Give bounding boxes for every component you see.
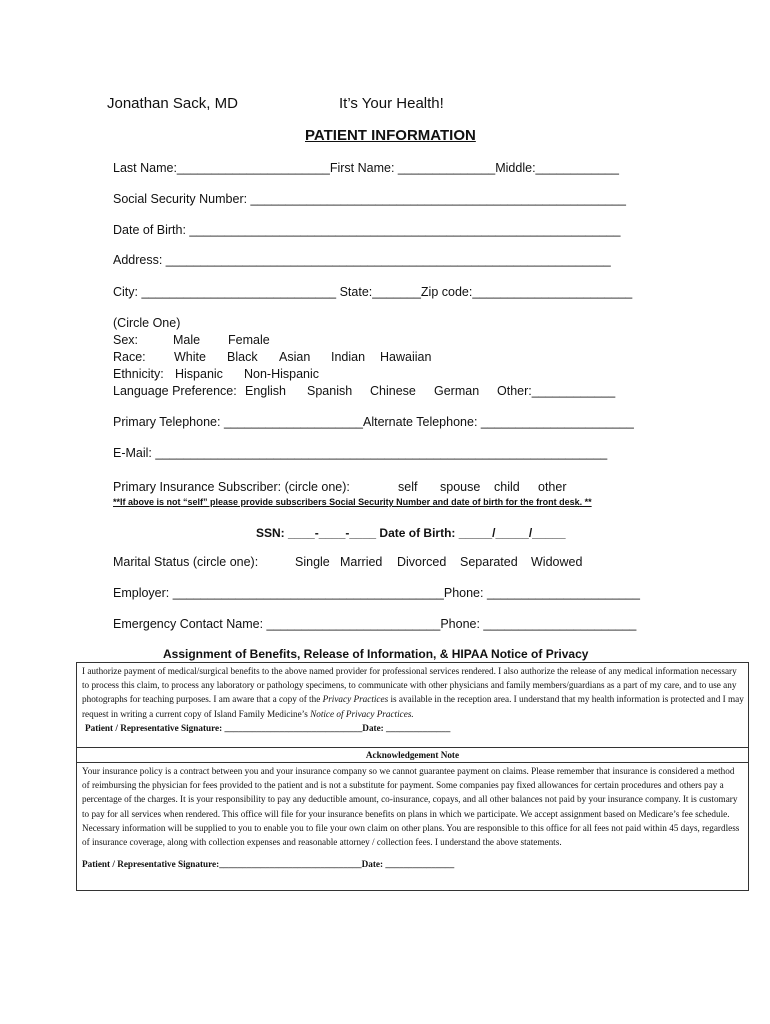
- race-option-hawaiian[interactable]: Hawaiian: [380, 350, 432, 364]
- doctor-name: Jonathan Sack, MD: [107, 95, 238, 112]
- marital-option-married[interactable]: Married: [340, 555, 383, 569]
- phone-field-line[interactable]: Primary Telephone: ____________________Alternate Telephone: ______________________: [113, 415, 634, 429]
- city-field-line[interactable]: City: ____________________________ State:_______Zip code:_______________________: [113, 285, 633, 299]
- marital-label: Marital Status (circle one):: [113, 555, 259, 569]
- marital-option-divorced[interactable]: Divorced: [397, 555, 447, 569]
- race-option-white[interactable]: White: [174, 350, 206, 364]
- marital-option-separated[interactable]: Separated: [460, 555, 518, 569]
- sex-option-female[interactable]: Female: [228, 333, 270, 347]
- marital-option-single[interactable]: Single: [295, 555, 330, 569]
- assignment-heading: Assignment of Benefits, Release of Information, & HIPAA Notice of Privacy: [163, 647, 589, 661]
- sex-option-male[interactable]: Male: [173, 333, 201, 347]
- acknowledgement-signature-line[interactable]: Patient / Representative Signature:_______________________________Date: _______________: [82, 859, 455, 870]
- language-option-german[interactable]: German: [434, 384, 480, 398]
- subscriber-option-child[interactable]: child: [494, 480, 520, 494]
- address-field-line[interactable]: Address: ________________________________________________________________: [113, 253, 611, 267]
- subscriber-option-spouse[interactable]: spouse: [440, 480, 481, 494]
- notice-of-privacy-ref: Notice of Privacy Practices.: [310, 708, 414, 719]
- assignment-box: [76, 662, 749, 748]
- race-label: Race:: [113, 350, 146, 364]
- assignment-text-part-1: I authorize payment of medical/surgical benefits to the above named provider for professional services rendered. I also authorize the release of any medical information necessary to process this claim, to process any laboratory or pathology specimens, to communicate with other physicians and family members/guardians as a part of my care, and to use any photographs for teaching purposes. I am aware that a copy of the: [82, 666, 737, 705]
- language-option-english[interactable]: English: [245, 384, 286, 398]
- ethnicity-option-non-hispanic[interactable]: Non-Hispanic: [244, 367, 320, 381]
- assignment-text: [82, 664, 744, 721]
- race-option-asian[interactable]: Asian: [279, 350, 311, 364]
- page-title: PATIENT INFORMATION: [305, 127, 476, 144]
- ethnicity-option-hispanic[interactable]: Hispanic: [175, 367, 223, 381]
- language-label: Language Preference:: [113, 384, 237, 398]
- acknowledgement-heading: Acknowledgement Note: [76, 747, 749, 763]
- employer-field-line[interactable]: Employer: _______________________________________Phone: ______________________: [113, 586, 640, 600]
- ethnicity-label: Ethnicity:: [113, 367, 164, 381]
- language-option-chinese[interactable]: Chinese: [370, 384, 416, 398]
- marital-option-widowed[interactable]: Widowed: [531, 555, 583, 569]
- name-field-line[interactable]: Last Name:______________________First Name: ______________Middle:____________: [113, 161, 619, 175]
- emergency-field-line[interactable]: Emergency Contact Name: _________________________Phone: ______________________: [113, 617, 637, 631]
- acknowledgement-box: [76, 762, 749, 891]
- subscriber-note: **If above is not “self” please provide subscribers Social Security Number and date of birth for the front desk. **: [113, 497, 592, 507]
- language-option-spanish[interactable]: Spanish: [307, 384, 353, 398]
- dob-field-line[interactable]: Date of Birth: ______________________________________________________________: [113, 223, 621, 237]
- ssn-dob-field-line[interactable]: SSN: ____-____-____ Date of Birth: _____/_____/_____: [256, 526, 566, 540]
- privacy-practices-ref: Privacy Practices: [322, 694, 389, 705]
- race-option-black[interactable]: Black: [227, 350, 258, 364]
- assignment-text-part-2: is available in the reception area. I understand that my health information is protected and I may request in writing a current copy of Island Family Medicine’s: [82, 694, 744, 719]
- subscriber-option-other[interactable]: other: [538, 480, 567, 494]
- acknowledgement-text: Your insurance policy is a contract between you and your insurance company so we cannot guarantee payment on claims. Please remember that insurance is considered a method of reimbursing the physician for fees provided to the patient and is not a substitute for payment. Some companies pay fixed allowances for certain procedures and others pay a percentage of the charges. It is your responsibility to pay any deductible amount, co-insurance, copays, and all other balances not paid by your insurance company. It is customary to pay for all services when rendered. This office will file for your insurance benefits on plans in which we participate. We accept assignment based on Medicare’s fee schedule. Necessary information will be supplied to you to enable you to file your own claim on other plans. You are responsible to this office for all fees not paid within 45 days, regardless of insurance coverage, along with collection expenses and reasonable attorney / collection fees. I understand the above statements.: [82, 766, 740, 848]
- ssn-field-line[interactable]: Social Security Number: ______________________________________________________: [113, 192, 626, 206]
- language-option-other[interactable]: Other:____________: [497, 384, 616, 398]
- subscriber-option-self[interactable]: self: [398, 480, 418, 494]
- subscriber-label: Primary Insurance Subscriber: (circle one):: [113, 480, 350, 494]
- circle-one-label: (Circle One): [113, 316, 181, 330]
- email-field-line[interactable]: E-Mail: _________________________________________________________________: [113, 446, 608, 460]
- race-option-indian[interactable]: Indian: [331, 350, 366, 364]
- assignment-signature-line[interactable]: Patient / Representative Signature: ______________________________Date: ______________: [85, 722, 451, 733]
- slogan: It’s Your Health!: [339, 95, 444, 112]
- sex-label: Sex:: [113, 333, 139, 347]
